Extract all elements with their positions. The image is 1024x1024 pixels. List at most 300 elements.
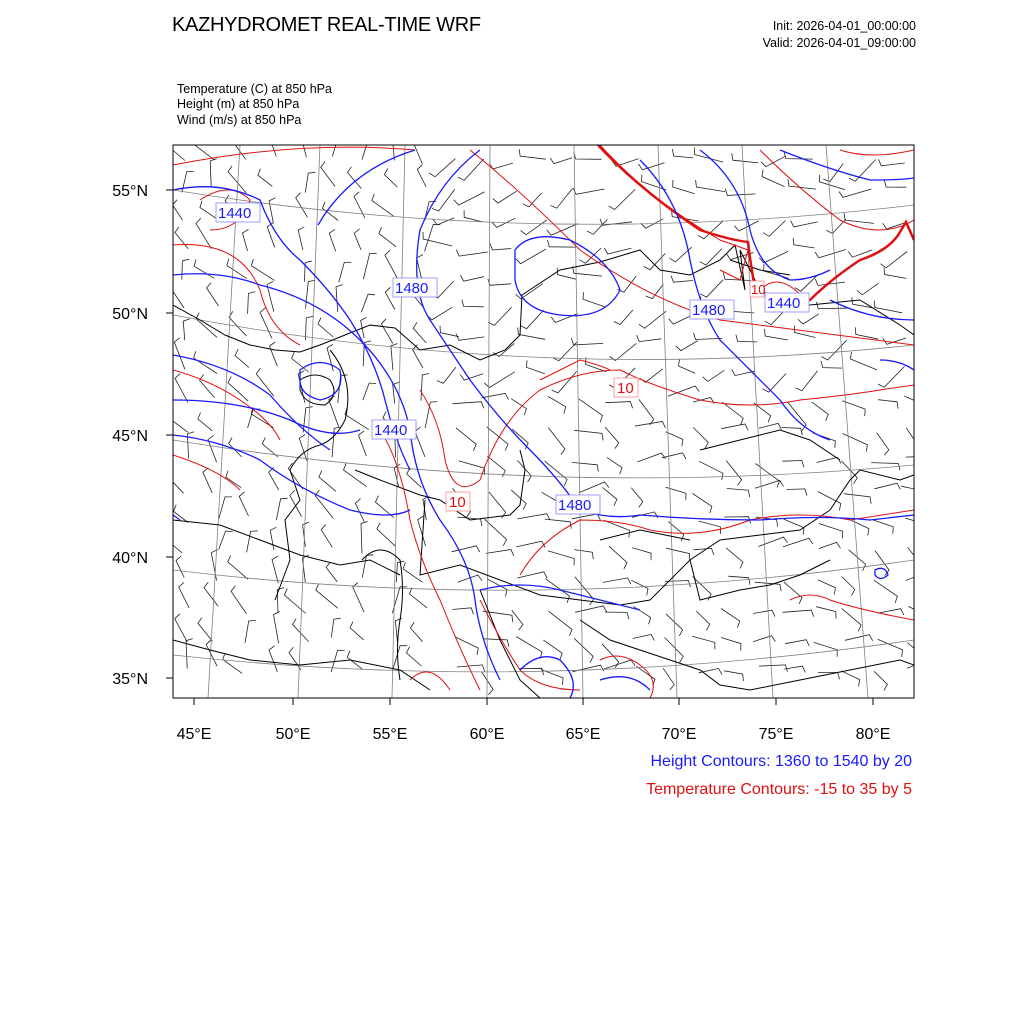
wind-barb (548, 396, 566, 413)
wind-barb (906, 456, 933, 463)
wind-barb (819, 524, 843, 539)
wind-barb (842, 608, 861, 631)
wind-barb (433, 218, 454, 225)
wind-barb (270, 342, 278, 366)
wind-barb (269, 467, 279, 490)
wind-barb (884, 268, 906, 279)
wind-barb (639, 311, 666, 328)
lon-label: 45°E (176, 726, 212, 743)
wind-barb (732, 153, 759, 163)
wind-barb (523, 193, 542, 207)
wind-barb (579, 248, 601, 263)
wind-barb (783, 461, 804, 468)
wind-barb (671, 276, 693, 283)
wind-barb (303, 522, 309, 547)
valid-time: Valid: 2026-04-01_09:00:00 (762, 36, 916, 50)
wind-barb (908, 643, 929, 667)
wind-barb (453, 402, 484, 409)
wind-barb (666, 487, 686, 500)
wind-barb (816, 607, 836, 619)
wind-barb (736, 335, 757, 342)
wind-barb (844, 494, 871, 504)
lon-label: 75°E (758, 726, 794, 743)
wind-barb (269, 198, 275, 224)
wind-barb (609, 546, 627, 569)
wind-barb (758, 537, 787, 546)
wind-barb (763, 374, 787, 393)
wind-barb (725, 189, 755, 196)
wind-barb (260, 308, 272, 339)
wind-barb (427, 307, 452, 320)
wind-barb (248, 292, 256, 314)
wind-barb (182, 259, 189, 279)
wind-barb (425, 224, 441, 251)
wind-barb (516, 284, 543, 299)
lon-label: 50°E (275, 726, 311, 743)
height-contours (173, 150, 914, 698)
wind-barb (452, 608, 473, 615)
wind-barb (610, 343, 637, 360)
wind-barb (417, 165, 426, 187)
wind-barb (762, 170, 785, 187)
wind-barb (552, 371, 577, 393)
wind-barb (210, 159, 217, 188)
wind-barb (784, 519, 804, 535)
svg-text:1440: 1440 (218, 205, 252, 222)
wind-barb (512, 610, 523, 630)
wind-barb (843, 434, 868, 452)
variable-wind: Wind (m/s) at 850 hPa (177, 113, 302, 127)
axis-ticks (166, 190, 873, 705)
wind-barb (908, 606, 927, 623)
wind-barb (182, 171, 194, 192)
wind-barb (814, 642, 838, 656)
wind-barb (700, 280, 723, 297)
legend-temperature-contours: Temperature Contours: -15 to 35 by 5 (646, 781, 912, 798)
wind-barb (457, 517, 482, 526)
wind-barb (604, 660, 635, 669)
wind-barb (572, 462, 599, 471)
wind-barb (227, 259, 247, 279)
wind-barb (813, 433, 836, 448)
wind-barb (355, 499, 364, 522)
height-label (216, 203, 260, 222)
wind-barb (456, 428, 476, 451)
wind-barb (298, 227, 304, 250)
wind-barb (761, 156, 786, 167)
wind-barb (379, 227, 396, 247)
wind-barb (359, 431, 367, 456)
wind-barb (385, 250, 398, 279)
map-frame (173, 145, 914, 698)
wind-barb (881, 252, 908, 268)
wind-barb (579, 399, 603, 422)
wind-barb (908, 547, 926, 576)
wind-barb (818, 492, 841, 511)
wind-barb (904, 396, 930, 414)
wind-barb (819, 542, 841, 548)
wind-barb (753, 610, 775, 616)
wind-barb (198, 413, 212, 431)
wind-barb (318, 318, 333, 337)
wind-barb (639, 399, 654, 425)
temperature-label (614, 378, 638, 397)
wind-barb (550, 158, 572, 164)
wind-barb (247, 531, 258, 553)
wind-barb (692, 636, 715, 649)
wind-barb (460, 275, 484, 281)
wind-barb (605, 612, 629, 619)
wind-barb (906, 572, 931, 580)
wind-barb (548, 551, 575, 566)
wind-barb (721, 638, 741, 651)
wind-barb (695, 148, 724, 163)
wind-barb (169, 412, 188, 433)
wind-barb (878, 400, 898, 409)
svg-text:1480: 1480 (692, 302, 726, 319)
height-label (765, 293, 809, 312)
lat-label: 55°N (112, 183, 148, 200)
wind-barb (437, 367, 456, 383)
wind-barb (168, 279, 184, 308)
wind-barb (693, 494, 712, 514)
wind-barb (338, 375, 348, 403)
wind-barb (573, 266, 603, 276)
wind-barb (462, 300, 484, 307)
wind-barb (175, 614, 187, 642)
wind-barb (693, 427, 708, 448)
graticule (173, 145, 914, 698)
wind-barb (872, 520, 893, 534)
wind-barb (363, 253, 376, 279)
wind-barb (726, 461, 741, 486)
wind-barb (575, 606, 607, 613)
wind-barb (546, 579, 570, 603)
wind-barb (219, 531, 233, 550)
wind-barb (820, 175, 846, 190)
wind-barb (763, 221, 785, 237)
wind-barb (183, 319, 190, 341)
wind-barb (176, 556, 184, 578)
wind-barb (784, 582, 802, 604)
wind-barb (490, 243, 511, 250)
wind-barb (267, 281, 274, 311)
height-label (393, 278, 437, 297)
wind-barb (844, 213, 874, 223)
wind-barb (332, 427, 341, 457)
wind-barb (587, 219, 607, 234)
wind-barb (208, 435, 217, 462)
wind-barb (632, 548, 651, 561)
lon-label: 65°E (565, 726, 601, 743)
wind-barb (722, 402, 743, 425)
wind-barb (703, 370, 725, 381)
wind-barb (329, 229, 335, 251)
wind-barb (196, 218, 211, 249)
wind-barb (700, 249, 722, 266)
svg-text:10: 10 (449, 494, 466, 511)
wind-barb (765, 329, 788, 340)
height-label (690, 300, 734, 319)
wind-barb (363, 383, 376, 400)
wind-barb (639, 163, 665, 170)
wind-barb (229, 311, 246, 336)
wind-barb (274, 612, 280, 644)
wind-barb (724, 671, 743, 681)
wind-barb (877, 433, 889, 456)
wind-barb (361, 522, 368, 554)
wind-barb (845, 635, 873, 641)
wind-barb (482, 393, 509, 399)
wind-barb (785, 640, 809, 646)
wind-barb (319, 471, 336, 492)
wind-barb (198, 618, 213, 642)
wind-barb (413, 322, 426, 343)
wind-barb (384, 168, 397, 187)
wind-barb (633, 634, 655, 640)
svg-text:10: 10 (751, 282, 766, 297)
wind-barb (361, 294, 375, 312)
wind-barb (603, 487, 617, 505)
wind-barb (345, 408, 369, 430)
svg-text:1440: 1440 (767, 295, 801, 312)
wind-barb (235, 349, 249, 367)
init-time: Init: 2026-04-01_00:00:00 (772, 19, 916, 33)
wind-barb (874, 580, 898, 603)
lat-label: 35°N (112, 671, 148, 688)
wind-barb (456, 334, 484, 341)
wind-barb (604, 248, 631, 254)
wind-barb (874, 483, 900, 489)
wind-barb (186, 639, 193, 669)
wind-barb (377, 523, 395, 547)
wind-barb (331, 618, 340, 637)
wind-barb (243, 229, 249, 251)
lat-label: 45°N (112, 428, 148, 445)
wind-barb (315, 490, 333, 518)
wind-barb (200, 375, 215, 398)
wind-barb (818, 580, 835, 595)
wind-barb (219, 497, 232, 519)
wind-barb (519, 149, 546, 159)
wind-barb (407, 468, 422, 488)
wind-barb (456, 250, 488, 256)
wind-barb (251, 259, 274, 280)
wind-barb (726, 548, 743, 569)
wind-barb (847, 518, 869, 535)
wind-barb (541, 670, 563, 685)
wind-barb (321, 525, 332, 548)
wind-barb (418, 516, 426, 546)
wind-barb (354, 229, 361, 250)
wind-barb (609, 189, 636, 209)
wind-barb (548, 611, 572, 636)
wind-barb (520, 310, 543, 329)
wind-barb (874, 671, 887, 690)
wind-barb (425, 201, 437, 220)
wind-barb (239, 492, 248, 516)
height-label (556, 495, 600, 514)
wind-barb (267, 223, 275, 248)
wind-barb (759, 665, 788, 672)
wind-barb (791, 221, 818, 227)
wind-barb (783, 610, 814, 617)
wind-barb (410, 622, 422, 642)
wind-barb (174, 338, 185, 370)
lon-label: 60°E (469, 726, 505, 743)
wind-barb (884, 180, 906, 187)
svg-text:1440: 1440 (374, 422, 408, 439)
wind-barb (194, 260, 214, 279)
wind-barb (905, 518, 926, 531)
wind-barb (296, 193, 308, 218)
wind-barb (672, 149, 693, 158)
wind-barb (486, 550, 514, 556)
wind-barb (901, 486, 928, 499)
wind-barb (579, 482, 609, 493)
wind-barb (732, 369, 755, 375)
wind-barb (489, 492, 506, 518)
wind-barb (879, 159, 905, 166)
wind-barb (175, 374, 188, 403)
wind-barb (407, 647, 422, 666)
wind-barb (841, 671, 860, 687)
wind-barb (228, 556, 248, 580)
wind-barb (204, 582, 218, 606)
wind-barb (258, 169, 272, 187)
wind-barb (305, 172, 315, 192)
wind-barb (815, 250, 846, 258)
wind-barb (350, 622, 364, 640)
wind-barb (245, 620, 256, 643)
wind-barb (414, 140, 422, 164)
wind-barb (842, 577, 855, 596)
wind-barb (429, 159, 455, 177)
legend-height-contours: Height Contours: 1360 to 1540 by 20 (650, 753, 912, 770)
wind-barb (326, 562, 337, 582)
wind-barb (721, 609, 740, 628)
wind-barb (301, 131, 307, 158)
wind-barb (614, 310, 633, 325)
wind-barb (822, 340, 847, 360)
wind-barbs (163, 128, 933, 695)
latitude-labels (112, 183, 148, 688)
wind-barb (231, 586, 246, 614)
wind-barb (292, 352, 309, 372)
wind-barb (547, 224, 578, 236)
wind-barb (321, 162, 335, 187)
wind-barb (403, 562, 422, 582)
variable-temperature: Temperature (C) at 850 hPa (177, 82, 332, 96)
wind-barb (518, 328, 545, 340)
country-boundaries (173, 245, 914, 698)
plot-title: KAZHYDROMET REAL-TIME WRF (172, 14, 481, 36)
wind-barb (759, 423, 782, 429)
wind-barb (793, 238, 815, 248)
wind-barb (393, 646, 407, 670)
wind-barb (851, 352, 877, 370)
wind-barb (823, 164, 843, 182)
wind-barb (527, 360, 545, 373)
wind-barb (796, 371, 818, 391)
wind-barb (516, 637, 542, 659)
wind-barb (169, 472, 184, 494)
wind-barb (574, 638, 593, 662)
wind-barb (272, 556, 278, 583)
wind-barb (550, 188, 572, 208)
wind-barb (409, 587, 427, 608)
wind-barb (607, 457, 622, 474)
wind-barb (516, 541, 545, 547)
height-label (372, 420, 416, 439)
wind-barb (696, 180, 725, 192)
temperature-label (446, 492, 470, 511)
wind-barb (673, 180, 695, 194)
wind-barb (631, 488, 643, 508)
svg-text:1480: 1480 (395, 280, 429, 297)
wind-barb (721, 424, 748, 430)
wind-barb (488, 307, 512, 325)
wind-barb (192, 136, 215, 160)
wind-barb (173, 200, 183, 221)
wind-barb (571, 338, 603, 345)
wind-barb (423, 232, 452, 246)
wind-barb (488, 279, 511, 286)
wind-barb (696, 611, 710, 630)
wind-barb (228, 376, 248, 401)
wind-barb (381, 319, 393, 344)
wind-barb (425, 402, 437, 429)
wind-barb (339, 262, 352, 282)
temperature-contours (173, 145, 914, 698)
wind-barb (421, 374, 429, 401)
wind-barb (276, 498, 287, 520)
wind-barb (362, 140, 375, 159)
wind-barb (454, 192, 485, 205)
wind-barb (372, 194, 394, 216)
svg-text:10: 10 (617, 380, 634, 397)
wind-barb (489, 163, 513, 169)
wind-barb (169, 141, 185, 161)
wind-barb (316, 584, 338, 609)
wind-barb (332, 128, 347, 156)
wind-barb (839, 189, 871, 197)
wind-barb (603, 578, 631, 584)
wind-barb (663, 668, 674, 690)
wind-barb (573, 188, 604, 194)
wind-barb (753, 636, 775, 642)
wind-barb (460, 374, 483, 380)
wind-barb (605, 427, 619, 449)
wind-barb (290, 490, 302, 516)
wind-barb (269, 646, 278, 672)
wind-barb (327, 344, 333, 371)
lat-label: 50°N (112, 306, 148, 323)
svg-text:1480: 1480 (558, 497, 592, 514)
wind-barb (487, 427, 508, 451)
wind-barb (452, 546, 480, 552)
wind-barb (203, 468, 212, 493)
wind-barb (207, 283, 219, 306)
lon-label: 70°E (661, 726, 697, 743)
wind-barb (574, 152, 602, 159)
wind-barb (605, 402, 632, 409)
wind-barb (493, 191, 517, 203)
wind-barb (821, 361, 842, 368)
wind-barb (548, 428, 565, 455)
wind-barb (631, 580, 648, 595)
wind-barb (574, 550, 593, 560)
